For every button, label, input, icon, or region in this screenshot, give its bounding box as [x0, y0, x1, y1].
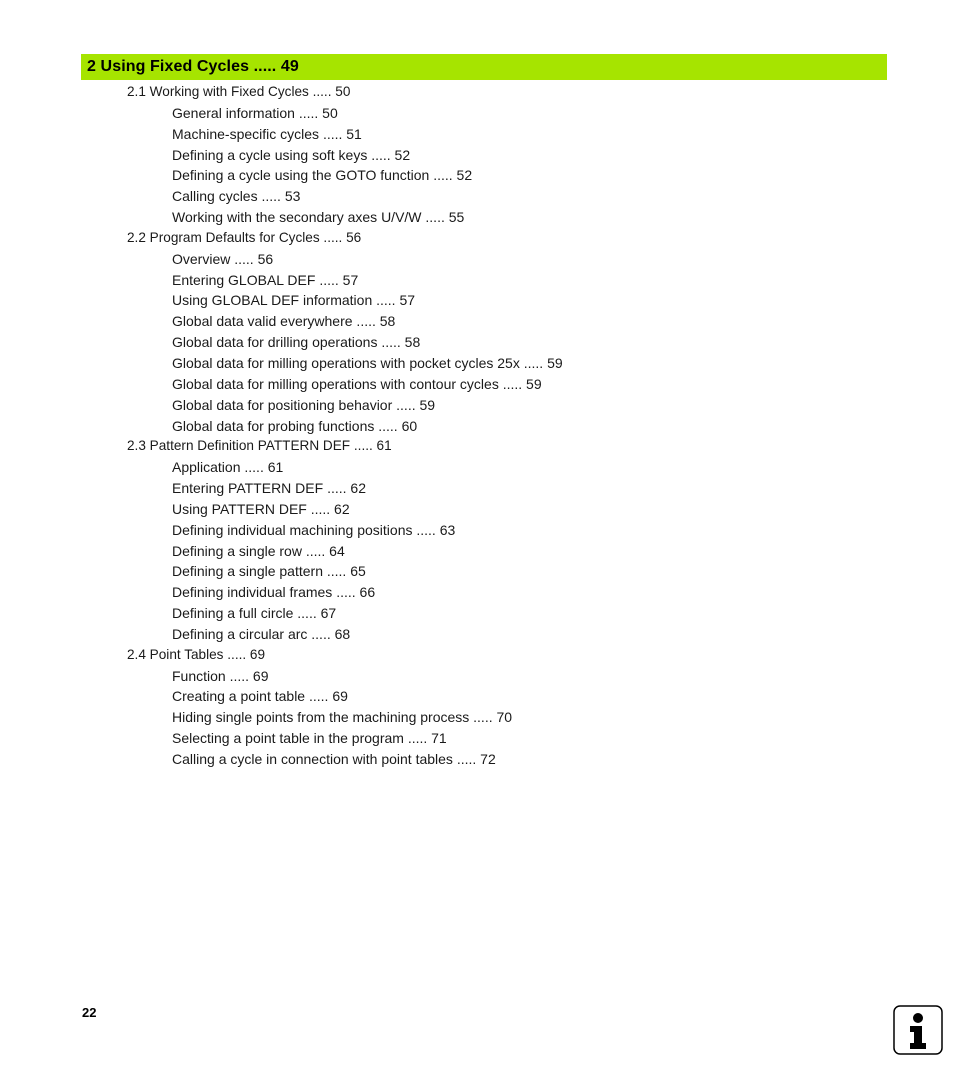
toc-entry[interactable]: Global data for milling operations with pocket cycles 25x ..... 59: [172, 354, 563, 371]
toc-entry[interactable]: Calling cycles ..... 53: [172, 188, 301, 205]
toc-entry[interactable]: Entering PATTERN DEF ..... 62: [172, 480, 366, 497]
toc-entry[interactable]: Calling a cycle in connection with point tables ..... 72: [172, 751, 496, 767]
chapter-header-bar: [81, 54, 887, 80]
toc-entry[interactable]: Overview ..... 56: [172, 250, 274, 267]
toc-section-2-4: [0, 645, 954, 770]
toc-entry[interactable]: General information ..... 50: [172, 104, 338, 121]
toc-entry[interactable]: Defining a single row ..... 64: [172, 542, 345, 559]
toc-section-title[interactable]: 2.2 Program Defaults for Cycles ..... 56: [127, 229, 362, 245]
toc-entry[interactable]: Entering GLOBAL DEF ..... 57: [172, 271, 359, 288]
info-icon-graphic: [893, 1005, 943, 1055]
toc-entry[interactable]: Using PATTERN DEF ..... 62: [172, 500, 350, 517]
info-icon: [893, 1005, 943, 1055]
toc-entry[interactable]: Defining a full circle ..... 67: [172, 605, 337, 622]
toc-entry[interactable]: Global data valid everywhere ..... 58: [172, 313, 396, 330]
toc-entry[interactable]: Machine-specific cycles ..... 51: [172, 125, 362, 142]
table-of-contents: [0, 82, 954, 770]
toc-section-title[interactable]: 2.3 Pattern Definition PATTERN DEF ..... 61: [127, 438, 392, 454]
toc-section-2-3: [0, 436, 954, 644]
toc-entry[interactable]: Defining a cycle using soft keys ..... 52: [172, 146, 411, 163]
toc-entry[interactable]: Hiding single points from the machining process ..... 70: [172, 709, 513, 726]
toc-entry[interactable]: Selecting a point table in the program ..... 71: [172, 730, 447, 747]
toc-entry[interactable]: Creating a point table ..... 69: [172, 688, 348, 705]
toc-entry[interactable]: Application ..... 61: [172, 459, 284, 476]
toc-section-2-2: [0, 228, 954, 436]
toc-entry[interactable]: Global data for drilling operations ..... 58: [172, 334, 421, 351]
chapter-title[interactable]: 2 Using Fixed Cycles ..... 49: [87, 58, 299, 75]
toc-entry[interactable]: Defining a single pattern ..... 65: [172, 563, 366, 580]
page-number: 22: [82, 1005, 97, 1020]
toc-section-title[interactable]: 2.4 Point Tables ..... 69: [127, 646, 266, 662]
toc-entry[interactable]: Function ..... 69: [172, 667, 269, 684]
toc-entry[interactable]: Defining individual machining positions ..... 63: [172, 521, 456, 538]
toc-entry[interactable]: Defining individual frames ..... 66: [172, 584, 376, 601]
toc-entry[interactable]: Working with the secondary axes U/V/W ..... 55: [172, 209, 465, 226]
toc-entry[interactable]: Global data for positioning behavior ..... 59: [172, 396, 436, 413]
toc-entry[interactable]: Defining a circular arc ..... 68: [172, 625, 351, 642]
toc-entry[interactable]: Using GLOBAL DEF information ..... 57: [172, 292, 416, 309]
toc-entry[interactable]: Global data for milling operations with contour cycles ..... 59: [172, 375, 542, 392]
toc-entry[interactable]: Defining a cycle using the GOTO function ..... 52: [172, 167, 473, 184]
toc-section-title[interactable]: 2.1 Working with Fixed Cycles ..... 50: [127, 84, 351, 99]
toc-entry[interactable]: Global data for probing functions ..... 60: [172, 417, 418, 434]
toc-section-2-1: [0, 82, 954, 228]
